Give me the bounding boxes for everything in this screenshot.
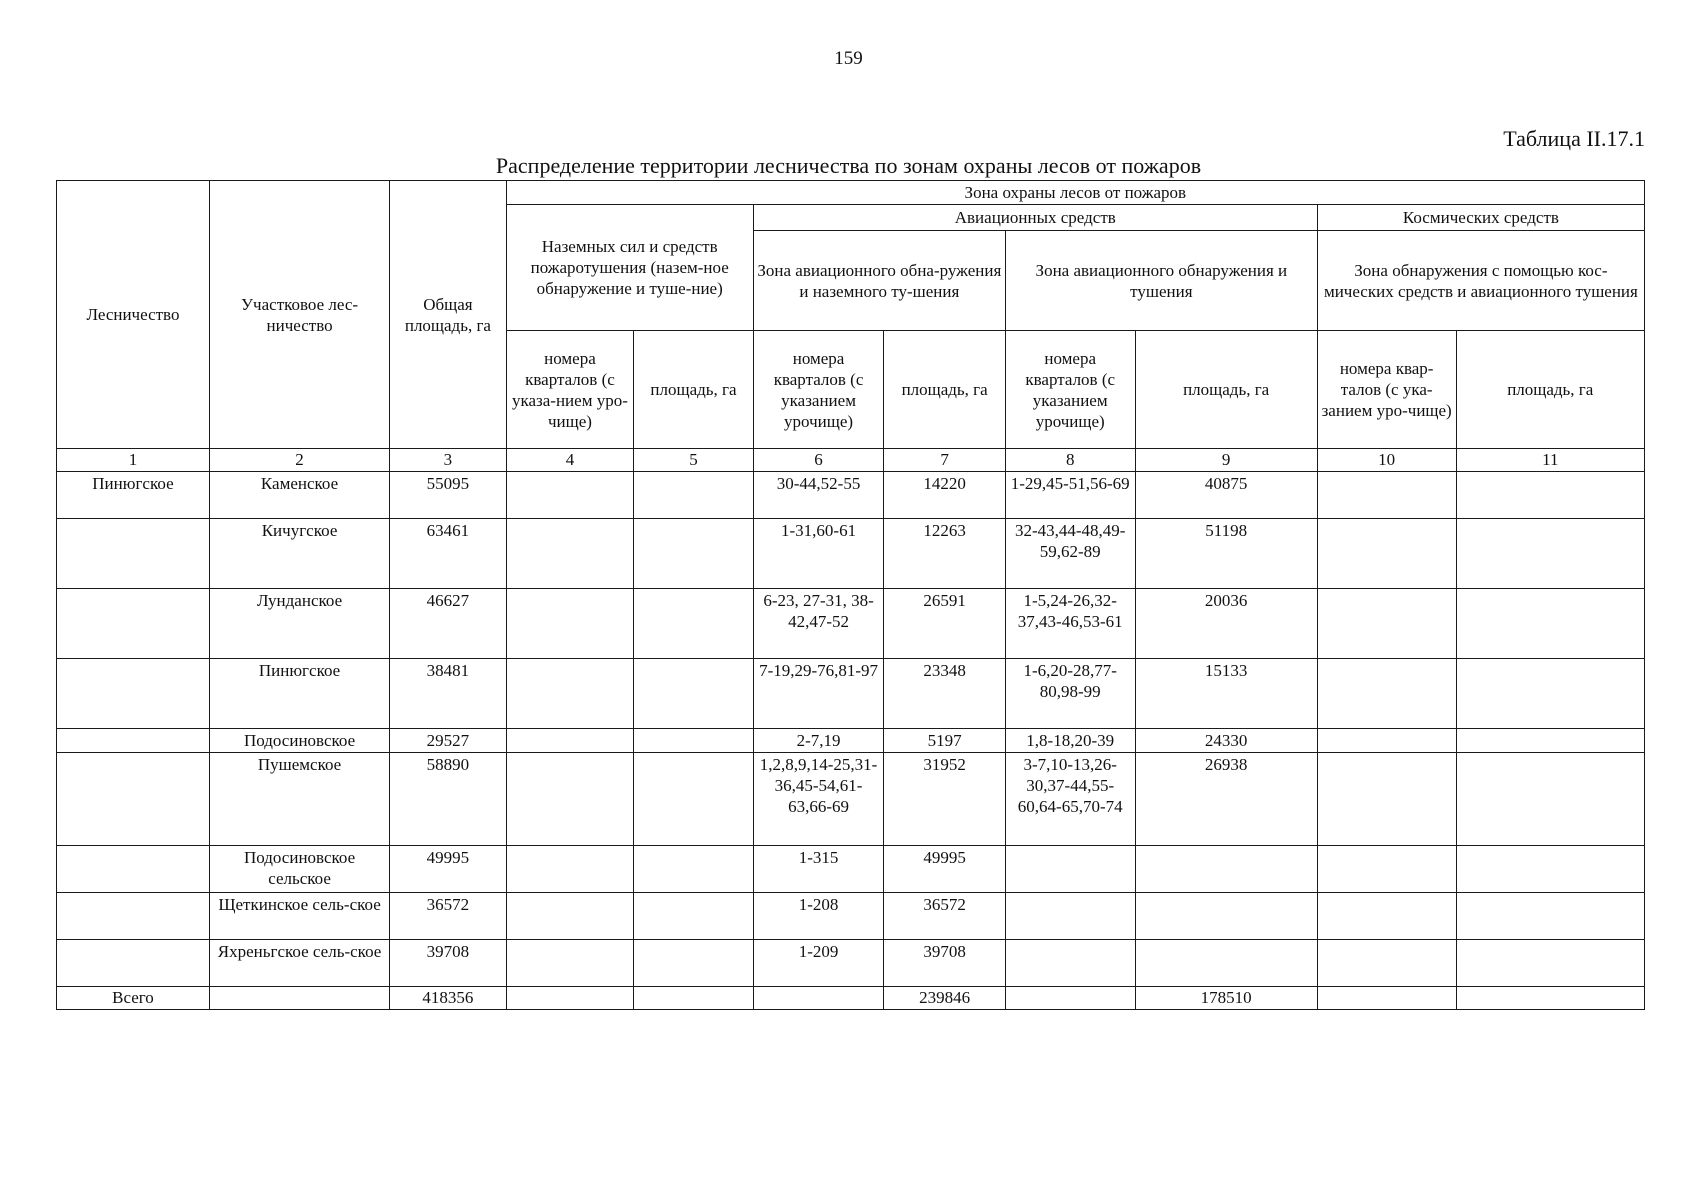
cell-avia-ground-numbers: 1-209 bbox=[753, 940, 884, 987]
total-cell bbox=[506, 987, 634, 1010]
total-cell bbox=[1317, 987, 1456, 1010]
cell-ground-area bbox=[634, 519, 754, 589]
cell-lesnichestvo bbox=[57, 940, 210, 987]
cell-avia-numbers: 1-29,45-51,56-69 bbox=[1005, 472, 1135, 519]
cell-avia-numbers: 1-6,20-28,77-80,98-99 bbox=[1005, 659, 1135, 729]
header-uchastkovoe: Участковое лес-ничество bbox=[209, 181, 389, 449]
header-aviation: Авиационных средств bbox=[753, 205, 1317, 231]
header-space-avia: Зона обнаружения с помощью кос-мических средств и авиационного тушения bbox=[1317, 231, 1644, 331]
cell-ground-numbers bbox=[506, 519, 634, 589]
table-row bbox=[57, 940, 1645, 987]
column-number: 2 bbox=[209, 449, 389, 472]
column-number: 8 bbox=[1005, 449, 1135, 472]
cell-lesnichestvo bbox=[57, 846, 210, 893]
column-number: 5 bbox=[634, 449, 754, 472]
total-cell bbox=[753, 987, 884, 1010]
cell-avia-area: 20036 bbox=[1135, 589, 1317, 659]
cell-uchastkovoe: Яхреньгское сель-ское bbox=[209, 940, 389, 987]
cell-avia-ground-area: 14220 bbox=[884, 472, 1006, 519]
cell-area: 63461 bbox=[390, 519, 506, 589]
total-avia-ground-area: 239846 bbox=[884, 987, 1006, 1010]
cell-lesnichestvo: Пинюгское bbox=[57, 472, 210, 519]
header-avia-area: площадь, га bbox=[1135, 331, 1317, 449]
cell-space-numbers bbox=[1317, 753, 1456, 846]
column-number: 10 bbox=[1317, 449, 1456, 472]
header-avia-ground: Зона авиационного обна-ружения и наземного ту-шения bbox=[753, 231, 1005, 331]
cell-ground-numbers bbox=[506, 753, 634, 846]
cell-space-numbers bbox=[1317, 846, 1456, 893]
cell-avia-ground-area: 39708 bbox=[884, 940, 1006, 987]
cell-avia-ground-numbers: 6-23, 27-31, 38-42,47-52 bbox=[753, 589, 884, 659]
cell-ground-numbers bbox=[506, 729, 634, 753]
cell-avia-ground-numbers: 1-31,60-61 bbox=[753, 519, 884, 589]
cell-lesnichestvo bbox=[57, 659, 210, 729]
cell-uchastkovoe: Щеткинское сель-ское bbox=[209, 893, 389, 940]
cell-space-numbers bbox=[1317, 472, 1456, 519]
cell-avia-ground-area: 23348 bbox=[884, 659, 1006, 729]
table-row bbox=[57, 519, 1645, 589]
total-cell bbox=[1005, 987, 1135, 1010]
table-label: Таблица II.17.1 bbox=[1503, 126, 1645, 151]
total-cell bbox=[1456, 987, 1644, 1010]
cell-avia-numbers bbox=[1005, 893, 1135, 940]
cell-ground-area bbox=[634, 846, 754, 893]
cell-space-numbers bbox=[1317, 940, 1456, 987]
cell-avia-area: 51198 bbox=[1135, 519, 1317, 589]
cell-area: 39708 bbox=[390, 940, 506, 987]
cell-avia-ground-area: 49995 bbox=[884, 846, 1006, 893]
header-avia-ground-area: площадь, га bbox=[884, 331, 1006, 449]
cell-space-area bbox=[1456, 472, 1644, 519]
cell-ground-area bbox=[634, 729, 754, 753]
cell-avia-numbers: 32-43,44-48,49-59,62-89 bbox=[1005, 519, 1135, 589]
table-row bbox=[57, 659, 1645, 729]
cell-avia-area bbox=[1135, 846, 1317, 893]
cell-ground-area bbox=[634, 472, 754, 519]
column-number: 1 bbox=[57, 449, 210, 472]
table-row bbox=[57, 472, 1645, 519]
table-title: Распределение территории лесничества по зонам охраны лесов от пожаров bbox=[495, 153, 1202, 178]
cell-lesnichestvo bbox=[57, 589, 210, 659]
header-total-area: Общая площадь, га bbox=[390, 181, 506, 449]
cell-area: 46627 bbox=[390, 589, 506, 659]
cell-space-area bbox=[1456, 753, 1644, 846]
cell-lesnichestvo bbox=[57, 519, 210, 589]
cell-ground-numbers bbox=[506, 940, 634, 987]
column-number: 6 bbox=[753, 449, 884, 472]
total-avia-area: 178510 bbox=[1135, 987, 1317, 1010]
cell-space-area bbox=[1456, 659, 1644, 729]
cell-lesnichestvo bbox=[57, 753, 210, 846]
header-lesnichestvo: Лесничество bbox=[57, 181, 210, 449]
total-row bbox=[57, 987, 1645, 1010]
fire-zones-table bbox=[56, 180, 1645, 1010]
cell-lesnichestvo bbox=[57, 729, 210, 753]
header-avia-numbers: номера кварталов (с указанием урочище) bbox=[1005, 331, 1135, 449]
header-zone-group: Зона охраны лесов от пожаров bbox=[506, 181, 1644, 205]
cell-uchastkovoe: Подосиновское сельское bbox=[209, 846, 389, 893]
cell-space-area bbox=[1456, 589, 1644, 659]
cell-avia-ground-area: 36572 bbox=[884, 893, 1006, 940]
column-number: 11 bbox=[1456, 449, 1644, 472]
cell-uchastkovoe: Каменское bbox=[209, 472, 389, 519]
cell-avia-ground-numbers: 1,2,8,9,14-25,31-36,45-54,61-63,66-69 bbox=[753, 753, 884, 846]
column-number: 3 bbox=[390, 449, 506, 472]
header-avia-only: Зона авиационного обнаружения и тушения bbox=[1005, 231, 1317, 331]
cell-avia-area: 24330 bbox=[1135, 729, 1317, 753]
cell-space-numbers bbox=[1317, 589, 1456, 659]
cell-avia-ground-numbers: 1-315 bbox=[753, 846, 884, 893]
cell-area: 58890 bbox=[390, 753, 506, 846]
cell-avia-numbers bbox=[1005, 846, 1135, 893]
cell-ground-numbers bbox=[506, 589, 634, 659]
cell-space-area bbox=[1456, 893, 1644, 940]
cell-avia-ground-area: 5197 bbox=[884, 729, 1006, 753]
column-number: 4 bbox=[506, 449, 634, 472]
cell-avia-area: 26938 bbox=[1135, 753, 1317, 846]
cell-avia-numbers: 1,8-18,20-39 bbox=[1005, 729, 1135, 753]
cell-ground-area bbox=[634, 659, 754, 729]
cell-space-numbers bbox=[1317, 893, 1456, 940]
cell-area: 38481 bbox=[390, 659, 506, 729]
cell-avia-area: 40875 bbox=[1135, 472, 1317, 519]
page-number: 159 bbox=[834, 48, 863, 69]
cell-ground-numbers bbox=[506, 846, 634, 893]
cell-area: 55095 bbox=[390, 472, 506, 519]
table-row bbox=[57, 729, 1645, 753]
cell-uchastkovoe: Лунданское bbox=[209, 589, 389, 659]
cell-avia-numbers: 1-5,24-26,32-37,43-46,53-61 bbox=[1005, 589, 1135, 659]
cell-avia-ground-area: 26591 bbox=[884, 589, 1006, 659]
header-avia-ground-numbers: номера кварталов (с указанием урочище) bbox=[753, 331, 884, 449]
cell-space-area bbox=[1456, 729, 1644, 753]
cell-avia-area bbox=[1135, 893, 1317, 940]
cell-avia-numbers bbox=[1005, 940, 1135, 987]
table-row bbox=[57, 753, 1645, 846]
cell-space-area bbox=[1456, 519, 1644, 589]
cell-avia-ground-numbers: 1-208 bbox=[753, 893, 884, 940]
cell-avia-ground-area: 12263 bbox=[884, 519, 1006, 589]
total-label: Всего bbox=[57, 987, 210, 1010]
column-number: 9 bbox=[1135, 449, 1317, 472]
cell-avia-ground-numbers: 2-7,19 bbox=[753, 729, 884, 753]
cell-uchastkovoe: Подосиновское bbox=[209, 729, 389, 753]
cell-ground-area bbox=[634, 589, 754, 659]
column-number-row bbox=[57, 449, 1645, 472]
cell-ground-numbers bbox=[506, 472, 634, 519]
header-space: Космических средств bbox=[1317, 205, 1644, 231]
cell-area: 29527 bbox=[390, 729, 506, 753]
cell-area: 49995 bbox=[390, 846, 506, 893]
cell-ground-area bbox=[634, 940, 754, 987]
cell-avia-area bbox=[1135, 940, 1317, 987]
cell-space-area bbox=[1456, 846, 1644, 893]
total-cell bbox=[634, 987, 754, 1010]
cell-lesnichestvo bbox=[57, 893, 210, 940]
cell-ground-area bbox=[634, 753, 754, 846]
cell-uchastkovoe: Пинюгское bbox=[209, 659, 389, 729]
cell-ground-numbers bbox=[506, 659, 634, 729]
cell-ground-area bbox=[634, 893, 754, 940]
header-ground-area: площадь, га bbox=[634, 331, 754, 449]
cell-avia-numbers: 3-7,10-13,26-30,37-44,55-60,64-65,70-74 bbox=[1005, 753, 1135, 846]
cell-uchastkovoe: Пушемское bbox=[209, 753, 389, 846]
cell-space-numbers bbox=[1317, 659, 1456, 729]
table-row bbox=[57, 589, 1645, 659]
cell-avia-ground-numbers: 7-19,29-76,81-97 bbox=[753, 659, 884, 729]
table-row bbox=[57, 893, 1645, 940]
cell-ground-numbers bbox=[506, 893, 634, 940]
cell-space-area bbox=[1456, 940, 1644, 987]
cell-avia-ground-area: 31952 bbox=[884, 753, 1006, 846]
total-area: 418356 bbox=[390, 987, 506, 1010]
cell-avia-ground-numbers: 30-44,52-55 bbox=[753, 472, 884, 519]
cell-avia-area: 15133 bbox=[1135, 659, 1317, 729]
cell-area: 36572 bbox=[390, 893, 506, 940]
cell-space-numbers bbox=[1317, 519, 1456, 589]
header-space-numbers: номера квар-талов (с ука-занием уро-чище) bbox=[1317, 331, 1456, 449]
total-cell bbox=[209, 987, 389, 1010]
header-space-area: площадь, га bbox=[1456, 331, 1644, 449]
table-row bbox=[57, 846, 1645, 893]
header-ground-numbers: номера кварталов (с указа-нием уро-чище) bbox=[506, 331, 634, 449]
cell-uchastkovoe: Кичугское bbox=[209, 519, 389, 589]
column-number: 7 bbox=[884, 449, 1006, 472]
header-ground: Наземных сил и средств пожаротушения (назем-ное обнаружение и туше-ние) bbox=[506, 205, 753, 331]
cell-space-numbers bbox=[1317, 729, 1456, 753]
